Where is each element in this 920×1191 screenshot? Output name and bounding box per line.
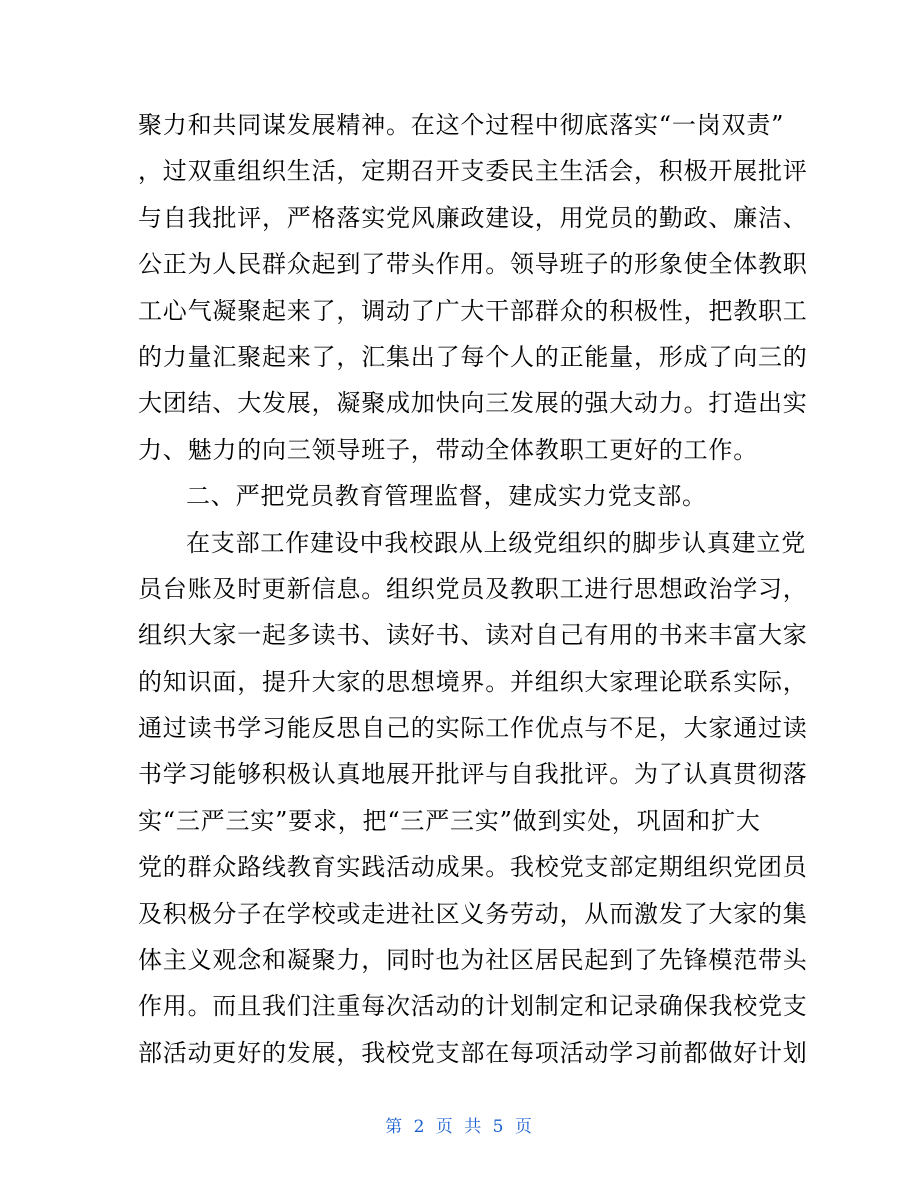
- text-line: 组织大家一起多读书、读好书、读对自己有用的书来丰富大家: [138, 621, 808, 650]
- text-line: 聚力和共同谋发展精神。在这个过程中彻底落实“一岗双责”: [138, 111, 785, 139]
- text-line: 通过读书学习能反思自己的实际工作优点与不足，大家通过读: [138, 714, 808, 743]
- text-line: 书学习能够积极认真地展开批评与自我批评。为了认真贯彻落: [138, 760, 808, 789]
- text-line: 力、魅力的向三领导班子，带动全体教职工更好的工作。: [138, 435, 758, 464]
- text-line: 党的群众路线教育实践活动成果。我校党支部定期组织党团员: [138, 853, 808, 882]
- text-line: 与自我批评，严格落实党风廉政建设，用党员的勤政、廉洁、: [138, 203, 808, 232]
- text-line: 工心气凝聚起来了，调动了广大干部群众的积极性，把教职工: [138, 296, 808, 325]
- text-line: 作用。而且我们注重每次活动的计划制定和记录确保我校党支: [138, 992, 808, 1021]
- text-line: 体主义观念和凝聚力，同时也为社区居民起到了先锋模范带头: [138, 946, 808, 975]
- text-line: 的力量汇聚起来了，汇集出了每个人的正能量，形成了向三的: [138, 342, 808, 371]
- page-number-footer: 第 2 页 共 5 页: [385, 1117, 535, 1137]
- section-heading: 二、严把党员教育管理监督，建成实力党支部。: [186, 482, 707, 511]
- paragraph-first-line: 在支部工作建设中我校跟从上级党组织的脚步认真建立党: [186, 528, 806, 557]
- text-line: 及积极分子在学校或走进社区义务劳动，从而激发了大家的集: [138, 899, 808, 928]
- text-line: 员台账及时更新信息。组织党员及教职工进行思想政治学习，: [138, 574, 808, 603]
- body-text: [138, 102, 808, 1076]
- text-line: 公正为人民群众起到了带头作用。领导班子的形象使全体教职: [138, 250, 808, 279]
- text-line: 实“三严三实”要求，把“三严三实”做到实处，巩固和扩大: [138, 806, 761, 835]
- text-line: 的知识面，提升大家的思想境界。并组织大家理论联系实际，: [138, 667, 808, 696]
- text-line: 部活动更好的发展，我校党支部在每项活动学习前都做好计划: [138, 1038, 808, 1067]
- text-line: 大团结、大发展，凝聚成加快向三发展的强大动力。打造出实: [138, 389, 808, 418]
- text-line: ，过双重组织生活，定期召开支委民主生活会，积极开展批评: [138, 157, 808, 186]
